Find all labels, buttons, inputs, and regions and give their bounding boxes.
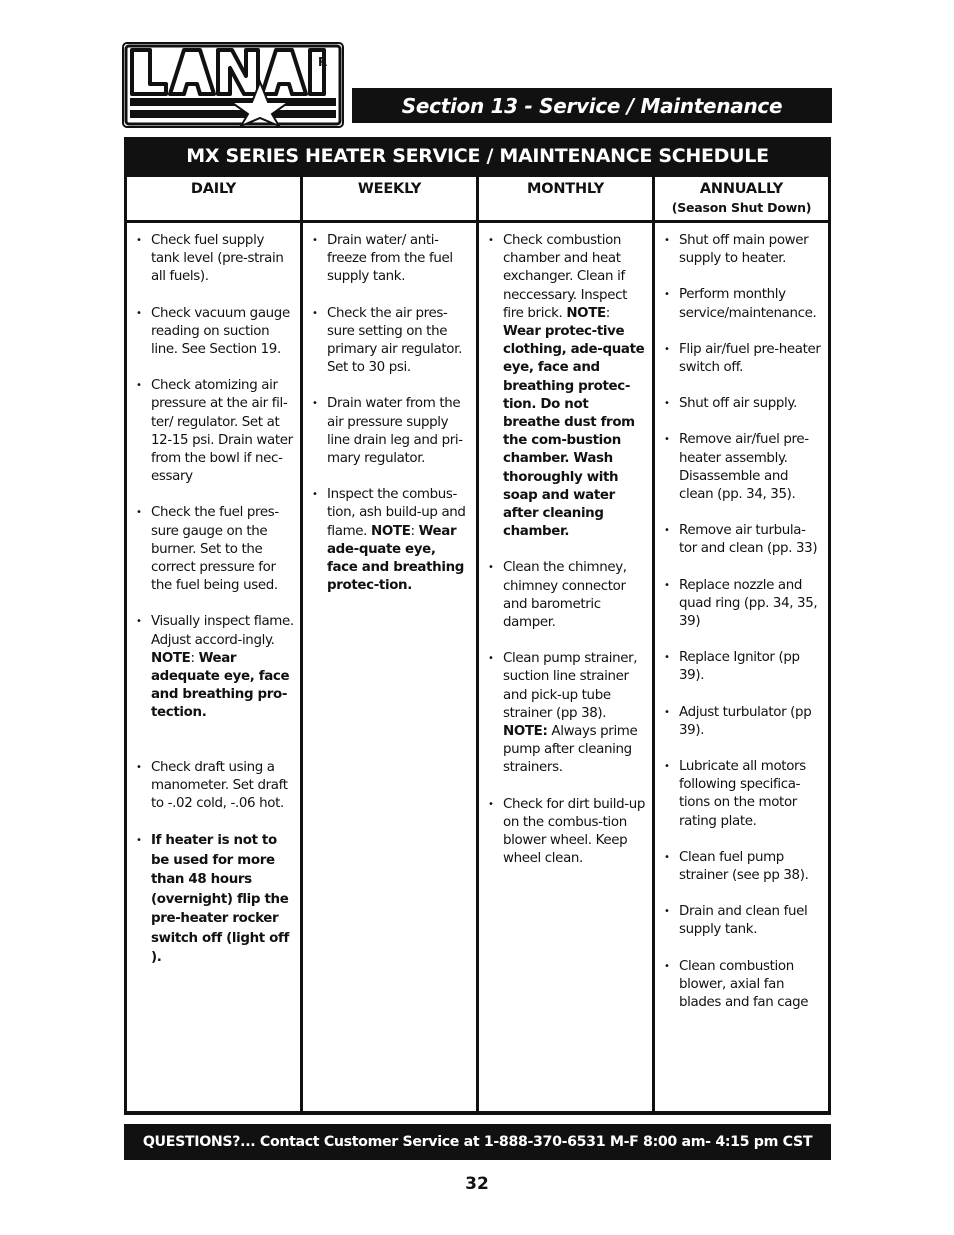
- list-item: • Lubricate all motors following specifica-tions on the motor rating plate.: [663, 758, 822, 831]
- list-item: • Remove air/fuel pre-heater assembly. Disassemble and clean (pp. 34, 35).: [663, 431, 822, 504]
- customer-service-banner: QUESTIONS?... Contact Customer Service at 1-888-370-6531 M-F 8:00 am- 4:15 pm CST: [124, 1124, 831, 1160]
- list-item: • Shut off air supply.: [663, 395, 822, 413]
- column-header-label: MONTHLY: [527, 181, 604, 197]
- list-item: • Check the air pres-sure setting on the primary air regulator. Set to 30 psi.: [311, 305, 470, 378]
- list-item: • Clean pump strainer, suction line strainer and pick-up tube strainer (pp 38). NOTE: Always prime pump after cleaning strainers.: [487, 650, 646, 777]
- list-item: • Drain water from the air pressure supply line drain leg and pri-mary regulator.: [311, 395, 470, 468]
- table-header-row: [127, 177, 828, 220]
- list-item: • Check vacuum gauge reading on suction line. See Section 19.: [135, 305, 294, 360]
- monthly-column: [479, 223, 652, 1111]
- table-body-row: [127, 223, 828, 1111]
- list-item: • Replace Ignitor (pp 39).: [663, 649, 822, 685]
- list-item: • Check combustion chamber and heat exchanger. Clean if neccessary. Inspect fire brick. NOTE: Wear protec-tive clothing, ade-quate eye, face and breathing protec-tion. Do not breathe dust from the com-bustion chamber. Wash thoroughly with soap and water after cleaning chamber.: [487, 232, 646, 541]
- column-header-annually: [655, 177, 828, 220]
- weekly-column: [303, 223, 476, 1111]
- lanair-logo: [122, 42, 344, 128]
- list-item: • Inspect the combus-tion, ash build-up and flame. NOTE: Wear ade-quate eye, face and breathing protec-tion.: [311, 486, 470, 595]
- column-header-weekly: [303, 177, 476, 220]
- table-title: MX SERIES HEATER SERVICE / MAINTENANCE SCHEDULE: [186, 145, 769, 167]
- list-item: • Check atomizing air pressure at the air fil-ter/ regulator. Set at 12-15 psi. Drain water from the bowl if nec-essary: [135, 377, 294, 486]
- daily-column: [127, 223, 300, 1111]
- column-header-daily: [127, 177, 300, 220]
- column-header-label: WEEKLY: [357, 181, 422, 197]
- list-item: • Clean combustion blower, axial fan blades and fan cage: [663, 958, 822, 1013]
- maintenance-schedule-table: [124, 137, 831, 1115]
- annually-column: [655, 223, 828, 1111]
- list-item: • Drain water/ anti-freeze from the fuel supply tank.: [311, 232, 470, 287]
- section-title: Section 13 - Service / Maintenance: [352, 88, 832, 123]
- list-item: • Check draft using a manometer. Set draft to -.02 cold, -.06 hot.: [135, 759, 294, 814]
- list-item: • Drain and clean fuel supply tank.: [663, 903, 822, 939]
- list-item: • Check for dirt build-up on the combus-tion blower wheel. Keep wheel clean.: [487, 796, 646, 869]
- list-item: • Clean the chimney, chimney connector and barometric damper.: [487, 559, 646, 632]
- list-item: • Flip air/fuel pre-heater switch off.: [663, 341, 822, 377]
- list-item: • If heater is not to be used for more than 48 hours (overnight) flip the pre-heater rocker switch off (light off ).: [135, 831, 294, 968]
- list-item: • Clean fuel pump strainer (see pp 38).: [663, 849, 822, 885]
- column-header-sublabel: (Season Shut Down): [671, 200, 812, 215]
- list-item: • Check the fuel pres-sure gauge on the burner. Set to the correct pressure for the fuel being used.: [135, 504, 294, 595]
- list-item: • Check fuel supply tank level (pre-strain all fuels).: [135, 232, 294, 287]
- list-item: • Visually inspect flame. Adjust accord-ingly. NOTE: Wear adequate eye, face and breathing pro-tection.: [135, 613, 294, 722]
- list-item: • Perform monthly service/maintenance.: [663, 286, 822, 322]
- column-header-monthly: [479, 177, 652, 220]
- page-number: 32: [465, 1174, 489, 1194]
- column-header-label: ANNUALLY: [699, 181, 784, 197]
- column-header-label: DAILY: [190, 181, 237, 197]
- list-item: • Replace nozzle and quad ring (pp. 34, 35, 39): [663, 577, 822, 632]
- svg-text:R: R: [318, 55, 328, 69]
- list-item: • Adjust turbulator (pp 39).: [663, 704, 822, 740]
- list-item: • Shut off main power supply to heater.: [663, 232, 822, 268]
- list-item: • Remove air turbula-tor and clean (pp. 33): [663, 522, 822, 558]
